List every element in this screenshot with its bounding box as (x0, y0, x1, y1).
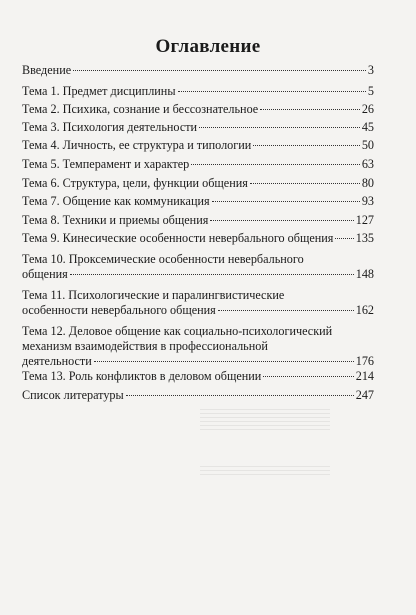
toc-page-number: 63 (361, 157, 374, 171)
dot-leader (335, 238, 353, 239)
toc-entry-title: Тема 9. Кинесические особенности невербального общения (22, 231, 334, 245)
toc-page-number: 214 (355, 369, 374, 383)
toc-entry-title: Тема 13. Роль конфликтов в деловом общении (22, 369, 262, 383)
toc-entry[interactable] (22, 120, 374, 135)
toc-entry-title: Тема 10. Проксемические особенности невербального (22, 252, 304, 266)
toc-entry[interactable] (22, 369, 374, 384)
toc-entry-title: Тема 2. Психика, сознание и бессознательное (22, 102, 259, 116)
toc-page-number: 50 (361, 138, 374, 152)
dot-leader (191, 164, 360, 165)
toc-page-number: 135 (355, 231, 374, 245)
toc-entry-title: Тема 5. Темперамент и характер (22, 157, 190, 171)
dot-leader (263, 376, 353, 377)
toc-entry-title: Тема 11. Психологические и паралингвистические (22, 288, 285, 302)
toc-page-number: 26 (361, 102, 374, 116)
toc-entry-title: Тема 12. Деловое общение как социально-психологический (22, 324, 333, 338)
toc-entry[interactable] (22, 63, 374, 78)
toc-page-number: 176 (355, 354, 374, 368)
toc-page-number: 247 (355, 388, 374, 402)
dot-leader (199, 127, 360, 128)
dot-leader (212, 201, 360, 202)
toc-page-number: 5 (367, 84, 374, 98)
toc-entry-title: Тема 6. Структура, цели, функции общения (22, 176, 248, 190)
dot-leader (126, 395, 354, 396)
toc-entry[interactable] (22, 231, 374, 246)
toc-entry[interactable] (22, 324, 374, 369)
toc-page-number: 127 (355, 213, 374, 227)
toc-entry-title: Тема 4. Личность, ее структура и типологии (22, 138, 252, 152)
toc-entry-title: Введение (22, 63, 72, 77)
dot-leader (94, 361, 354, 362)
toc-entry[interactable] (22, 388, 374, 403)
dot-leader (73, 70, 366, 71)
toc-entry-title: Тема 7. Общение как коммуникация (22, 194, 210, 208)
toc-page-number: 45 (361, 120, 374, 134)
toc-page-number: 80 (361, 176, 374, 190)
toc-page-number: 3 (367, 63, 374, 77)
toc-entry-title: Список литературы (22, 388, 124, 402)
toc-entry-title: Тема 8. Техники и приемы общения (22, 213, 209, 227)
dot-leader (253, 145, 359, 146)
dot-leader (178, 91, 366, 92)
dot-leader (210, 220, 353, 221)
toc-entry[interactable] (22, 252, 374, 282)
toc-entry[interactable] (22, 138, 374, 153)
toc-entry-title: деятельности (22, 354, 92, 368)
toc-entry[interactable] (22, 84, 374, 99)
toc-entry[interactable] (22, 288, 374, 318)
toc-entry-title: Тема 1. Предмет дисциплины (22, 84, 176, 98)
toc-entry[interactable] (22, 213, 374, 228)
show-through-bleed (200, 400, 330, 478)
dot-leader (250, 183, 360, 184)
toc-entry[interactable] (22, 102, 374, 117)
toc-entry-title: общения (22, 267, 68, 281)
page-title: Оглавление (155, 36, 261, 57)
toc-page-number: 93 (361, 194, 374, 208)
toc-entry-title: особенности невербального общения (22, 303, 216, 317)
toc-page-number: 162 (355, 303, 374, 317)
dot-leader (70, 274, 354, 275)
toc-page-number: 148 (355, 267, 374, 281)
toc-entry-title: механизм взаимодействия в профессиональной (22, 339, 268, 353)
toc-entry[interactable] (22, 176, 374, 191)
toc-entry[interactable] (22, 194, 374, 209)
dot-leader (218, 310, 354, 311)
toc-entry-title: Тема 3. Психология деятельности (22, 120, 198, 134)
dot-leader (260, 109, 360, 110)
toc-entry[interactable] (22, 157, 374, 172)
